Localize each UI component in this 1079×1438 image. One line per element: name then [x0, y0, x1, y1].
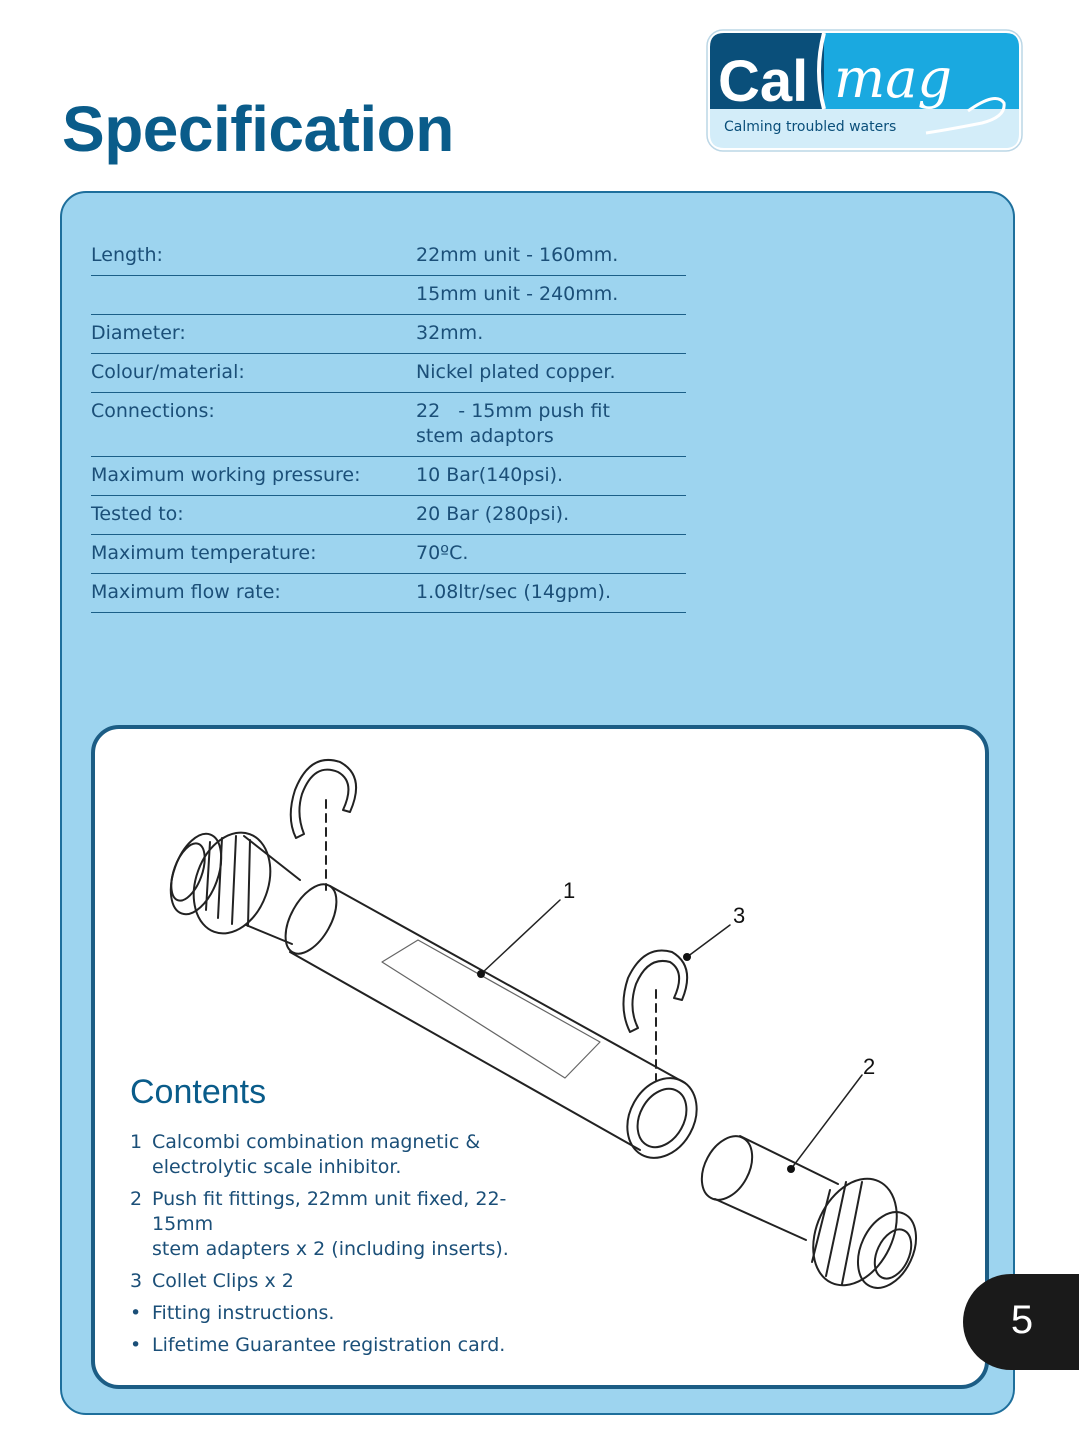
- spec-value: Nickel plated copper.: [416, 361, 616, 383]
- collet-clip-top-illustration: [291, 760, 356, 838]
- list-item: • Lifetime Guarantee registration card.: [130, 1334, 506, 1356]
- spec-label: Diameter:: [91, 322, 186, 344]
- spec-label: Colour/material:: [91, 361, 245, 383]
- spec-label: Maximum working pressure:: [91, 464, 361, 486]
- page-title: Specification: [62, 93, 454, 165]
- spec-label: Length:: [91, 244, 163, 266]
- spec-label: Maximum flow rate:: [91, 581, 281, 603]
- spec-value: 10 Bar(140psi).: [416, 464, 564, 486]
- contents-list: [130, 1130, 560, 1365]
- spec-value: 70ºC.: [416, 542, 469, 564]
- list-item: 2 Push fit fittings, 22mm unit fixed, 22-15mm stem adapters x 2 (including inserts).: [130, 1188, 509, 1260]
- list-item: 3 Collet Clips x 2: [130, 1270, 294, 1292]
- right-fitting-illustration: [692, 1128, 928, 1299]
- contents-heading: Contents: [130, 1073, 267, 1111]
- spec-value: 15mm unit - 240mm.: [416, 283, 619, 305]
- spec-label: Connections:: [91, 400, 215, 422]
- spec-label: Maximum temperature:: [91, 542, 317, 564]
- logo-brand-right: mag: [834, 47, 952, 110]
- list-item: • Fitting instructions.: [130, 1302, 335, 1324]
- spec-value: 22mm unit - 160mm.: [416, 244, 619, 266]
- spec-value: 20 Bar (280psi).: [416, 503, 570, 525]
- logo-tagline: Calming troubled waters: [724, 119, 897, 135]
- left-fitting-illustration: [161, 822, 300, 944]
- logo-brand-left: Cal: [718, 49, 809, 114]
- page-number: 5: [1010, 1298, 1034, 1342]
- callout-3: 3: [733, 903, 746, 928]
- list-item: 1 Calcombi combination magnetic & electrolytic scale inhibitor.: [130, 1131, 481, 1178]
- spec-value: 32mm.: [416, 322, 484, 344]
- callout-2: 2: [863, 1054, 876, 1079]
- spec-value: 1.08ltr/sec (14gpm).: [416, 581, 611, 603]
- spec-value: 22 - 15mm push fit stem adaptors: [416, 400, 610, 447]
- callout-1: 1: [563, 878, 576, 903]
- inhibitor-body-illustration: [275, 876, 710, 1170]
- spec-label: Tested to:: [91, 503, 184, 525]
